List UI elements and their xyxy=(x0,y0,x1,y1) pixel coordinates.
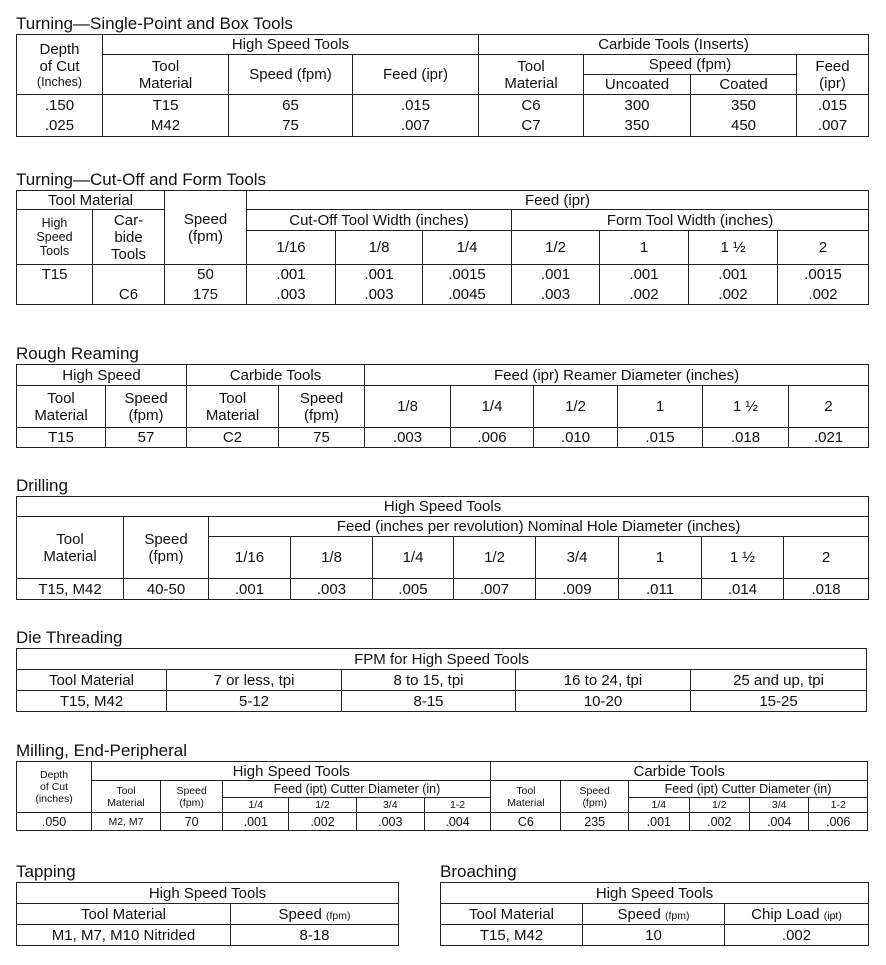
speed-header: Speed (fpm) xyxy=(229,55,353,95)
section-rough-reaming xyxy=(16,344,869,448)
uncoated-header: Uncoated xyxy=(584,75,691,95)
tool-material-header: Tool Material xyxy=(479,55,584,95)
diameter-header: 1-2 xyxy=(424,798,491,813)
diameter-header: 1-2 xyxy=(809,798,868,813)
diameter-header: 1/2 xyxy=(534,386,618,428)
tool-material-header: Tool Material xyxy=(17,191,165,210)
chip-load-header: Chip Load (ipt) xyxy=(725,904,869,925)
hs-tools-header: High Speed Tools xyxy=(441,883,869,904)
speed-header: Speed (fpm) xyxy=(583,904,725,925)
tpi-header: 8 to 15, tpi xyxy=(342,670,516,691)
section-turning-cutoff xyxy=(16,170,869,305)
diameter-header: 1/8 xyxy=(365,386,451,428)
diameter-header: 1/8 xyxy=(291,537,373,579)
tpi-header: 7 or less, tpi xyxy=(167,670,342,691)
width-header: 2 xyxy=(778,231,869,265)
speed-header: Speed (fpm) xyxy=(279,386,365,428)
diameter-header: 3/4 xyxy=(536,537,619,579)
table-row: T15, M42 10 .002 xyxy=(441,925,869,946)
section-title: Milling, End-Peripheral xyxy=(16,741,188,760)
feed-header: Feed (ipt) Cutter Diameter (in) xyxy=(223,781,491,798)
carbide-tools-header: Carbide Tools xyxy=(491,762,868,781)
speed-header: Speed (fpm) xyxy=(584,55,797,75)
width-header: 1/4 xyxy=(423,231,512,265)
diameter-header: 3/4 xyxy=(750,798,809,813)
diameter-header: 1/4 xyxy=(451,386,534,428)
tool-material-header: Tool Material xyxy=(17,517,124,579)
broaching-table xyxy=(440,882,869,946)
diameter-header: 1 ½ xyxy=(703,386,789,428)
coated-header: Coated xyxy=(691,75,797,95)
width-header: 1/8 xyxy=(336,231,423,265)
width-header: 1/16 xyxy=(247,231,336,265)
depth-header: Depth of Cut (inches) xyxy=(17,762,92,813)
width-header: 1/2 xyxy=(512,231,600,265)
diameter-header: 1 ½ xyxy=(702,537,784,579)
hs-tools-header: High Speed Tools xyxy=(17,210,93,265)
fpm-header: FPM for High Speed Tools xyxy=(17,649,867,670)
table-row: .050 M2, M7 70 .001 .002 .003 .004 C6 235 .001 .002 .004 .006 xyxy=(17,813,868,831)
table-row: .025 M42 75 .007 C7 350 450 .007 xyxy=(17,116,869,137)
tapping-table xyxy=(16,882,399,946)
section-title: Turning—Cut-Off and Form Tools xyxy=(16,170,267,189)
section-drilling xyxy=(16,476,869,600)
tool-material-header: Tool Material xyxy=(441,904,583,925)
feed-header: Feed (ipt) Cutter Diameter (in) xyxy=(629,781,868,798)
section-milling xyxy=(16,741,868,831)
feed-header: Feed (ipr) Reamer Diameter (inches) xyxy=(365,365,869,386)
speed-header: Speed (fpm) xyxy=(124,517,209,579)
carbide-tools-header: Carbide Tools (Inserts) xyxy=(479,35,869,55)
hs-tools-header: High Speed Tools xyxy=(17,497,869,517)
section-die-threading xyxy=(16,628,867,712)
speed-header: Speed (fpm) xyxy=(561,781,629,813)
diameter-header: 2 xyxy=(784,537,869,579)
die-threading-table xyxy=(16,648,867,712)
milling-table xyxy=(16,761,868,831)
carbide-tools-header: Car- bide Tools xyxy=(93,210,165,265)
section-title: Die Threading xyxy=(16,628,123,647)
diameter-header: 1/4 xyxy=(223,798,289,813)
diameter-header: 1/16 xyxy=(209,537,291,579)
tool-material-header: Tool Material xyxy=(17,386,106,428)
section-title: Turning—Single-Point and Box Tools xyxy=(16,14,293,33)
section-title: Drilling xyxy=(16,476,68,495)
feed-header: Feed (inches per revolution) Nominal Hole Diameter (inches) xyxy=(209,517,869,537)
form-width-header: Form Tool Width (inches) xyxy=(512,210,869,231)
cutoff-width-header: Cut-Off Tool Width (inches) xyxy=(247,210,512,231)
feed-header: Feed (ipr) xyxy=(797,55,869,95)
hs-tools-header: High Speed Tools xyxy=(103,35,479,55)
diameter-header: 1/2 xyxy=(454,537,536,579)
diameter-header: 3/4 xyxy=(356,798,424,813)
section-broaching xyxy=(440,862,869,946)
diameter-header: 1/2 xyxy=(289,798,357,813)
section-title: Rough Reaming xyxy=(16,344,139,363)
table-row: M1, M7, M10 Nitrided 8-18 xyxy=(17,925,399,946)
depth-header: Depth of Cut (Inches) xyxy=(17,35,103,95)
hs-header: High Speed xyxy=(17,365,187,386)
table-row: .150 T15 65 .015 C6 300 350 .015 xyxy=(17,95,869,116)
hs-tools-header: High Speed Tools xyxy=(92,762,491,781)
tool-material-header: Tool Material xyxy=(491,781,561,813)
section-title: Broaching xyxy=(440,862,517,881)
tool-material-header: Tool Material xyxy=(187,386,279,428)
diameter-header: 1 xyxy=(618,386,703,428)
table-row: T15 50 .001 .001 .0015 .001 .001 .001 .0015 xyxy=(17,265,869,285)
turning-single-table xyxy=(16,34,869,137)
feed-header: Feed (ipr) xyxy=(247,191,869,210)
section-tapping xyxy=(16,862,399,946)
speed-header: Speed (fpm) xyxy=(165,191,247,265)
width-header: 1 ½ xyxy=(689,231,778,265)
feed-header: Feed (ipr) xyxy=(353,55,479,95)
tpi-header: 16 to 24, tpi xyxy=(516,670,691,691)
width-header: 1 xyxy=(600,231,689,265)
tool-material-header: Tool Material xyxy=(103,55,229,95)
diameter-header: 2 xyxy=(789,386,869,428)
tpi-header: 25 and up, tpi xyxy=(691,670,867,691)
diameter-header: 1/4 xyxy=(373,537,454,579)
diameter-header: 1/4 xyxy=(629,798,689,813)
carbide-header: Carbide Tools xyxy=(187,365,365,386)
table-row: T15 57 C2 75 .003 .006 .010 .015 .018 .021 xyxy=(17,428,869,448)
speed-header: Speed (fpm) xyxy=(106,386,187,428)
section-title: Tapping xyxy=(16,862,76,881)
tool-material-header: Tool Material xyxy=(92,781,161,813)
speed-header: Speed (fpm) xyxy=(160,781,223,813)
section-turning-single xyxy=(16,14,869,137)
diameter-header: 1/2 xyxy=(689,798,749,813)
tool-material-header: Tool Material xyxy=(17,670,167,691)
table-row: T15, M42 40-50 .001 .003 .005 .007 .009 .011 .014 .018 xyxy=(17,579,869,600)
speed-header: Speed (fpm) xyxy=(231,904,399,925)
diameter-header: 1 xyxy=(619,537,702,579)
hs-tools-header: High Speed Tools xyxy=(17,883,399,904)
tool-material-header: Tool Material xyxy=(17,904,231,925)
table-row: T15, M42 5-12 8-15 10-20 15-25 xyxy=(17,691,867,712)
table-row: C6 175 .003 .003 .0045 .003 .002 .002 .002 xyxy=(17,285,869,305)
turning-cutoff-table xyxy=(16,190,869,305)
drilling-table xyxy=(16,496,869,600)
rough-reaming-table xyxy=(16,364,869,448)
